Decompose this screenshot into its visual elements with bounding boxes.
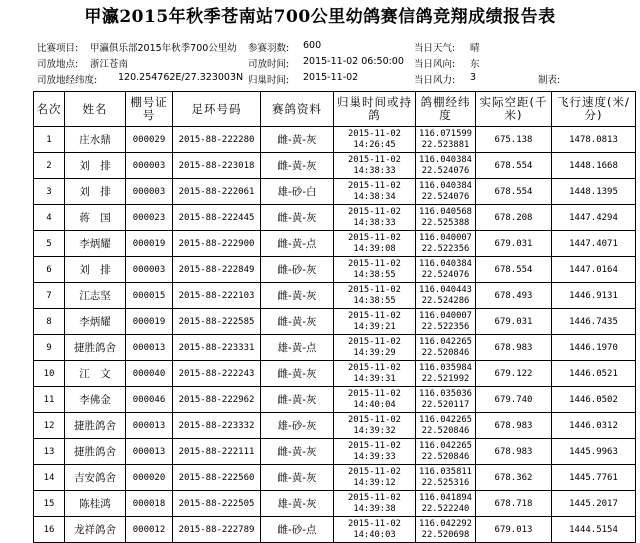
- info-row-2: [0, 54, 640, 70]
- name-cell: 李佛金: [65, 387, 126, 413]
- speed-cell: 1445.2017: [552, 491, 636, 517]
- return-time-cell: [334, 413, 416, 439]
- return-clock: 14:39:32: [353, 425, 396, 436]
- loft-latitude: 22.524076: [421, 269, 470, 280]
- return-date: 2015-11-02: [348, 466, 401, 477]
- pigeon-info-cell: 雌-黄-灰: [261, 465, 334, 491]
- rank-cell: 5: [34, 231, 65, 257]
- rank-cell: 4: [34, 205, 65, 231]
- pigeon-info-cell: 雄-砂-白: [261, 179, 334, 205]
- table-row: [34, 153, 636, 179]
- wind-direction-label: 当日风向:: [414, 59, 456, 70]
- rank-cell: 9: [34, 335, 65, 361]
- pigeon-info-cell: 雄-黄-灰: [261, 491, 334, 517]
- loft-longitude: 116.035984: [419, 362, 472, 373]
- race-item-value: 甲瀛俱乐部2015年秋季700公里幼: [90, 43, 237, 54]
- wind-force-value: 3: [470, 72, 477, 83]
- ring-cell: 2015-88-222103: [173, 283, 261, 309]
- release-coord-label: 司放地经纬度:: [37, 75, 98, 86]
- distance-cell: 678.208: [476, 205, 552, 231]
- loft-latitude: 22.521992: [421, 373, 470, 384]
- loft-latitude: 22.520846: [421, 347, 470, 358]
- return-clock: 14:39:31: [353, 373, 396, 384]
- distance-cell: 679.013: [476, 517, 552, 543]
- rank-cell: 10: [34, 361, 65, 387]
- pigeon-info-cell: 雌-砂-灰: [261, 257, 334, 283]
- return-time-cell: [334, 309, 416, 335]
- return-clock: 14:38:33: [353, 165, 396, 176]
- pigeon-info-cell: 雌-黄-点: [261, 231, 334, 257]
- name-cell: 刘 排: [65, 179, 126, 205]
- loft-latitude: 22.522356: [421, 321, 470, 332]
- return-date: 2015-11-02: [348, 310, 401, 321]
- name-cell: 江志坚: [65, 283, 126, 309]
- header-coord: 鸽棚经纬度: [416, 92, 476, 127]
- pigeon-info-cell: 雌-黄-灰: [261, 205, 334, 231]
- distance-cell: 678.983: [476, 335, 552, 361]
- ring-cell: 2015-88-222560: [173, 465, 261, 491]
- return-time-cell: [334, 361, 416, 387]
- pigeon-info-cell: 雌-黄-灰: [261, 153, 334, 179]
- distance-cell: 678.554: [476, 179, 552, 205]
- header-cert: 棚号证号: [126, 92, 173, 127]
- rank-cell: 15: [34, 491, 65, 517]
- table-row: [34, 127, 636, 153]
- return-date: 2015-11-02: [348, 440, 401, 451]
- return-clock: 14:40:04: [353, 399, 396, 410]
- cert-cell: 000020: [126, 465, 173, 491]
- return-date: 2015-11-02: [348, 232, 401, 243]
- ring-cell: 2015-88-222243: [173, 361, 261, 387]
- return-date: 2015-11-02: [348, 388, 401, 399]
- return-clock: 14:26:45: [353, 139, 396, 150]
- name-cell: 捷胜鸽舍: [65, 413, 126, 439]
- pigeon-info-cell: 雄-砂-灰: [261, 413, 334, 439]
- loft-longitude: 116.040568: [419, 206, 472, 217]
- loft-longitude: 116.040384: [419, 180, 472, 191]
- table-row: [34, 179, 636, 205]
- table-row: [34, 309, 636, 335]
- ring-cell: 2015-88-223332: [173, 413, 261, 439]
- release-time-label: 司放时间:: [248, 59, 290, 70]
- coord-cell: [416, 491, 476, 517]
- header-ring: 足环号码: [173, 92, 261, 127]
- header-speed: 飞行速度(米/分): [552, 92, 636, 127]
- speed-cell: 1447.0164: [552, 257, 636, 283]
- name-cell: 庄水鼎: [65, 127, 126, 153]
- return-date: 2015-11-02: [348, 128, 401, 139]
- name-cell: 捷胜鸽舍: [65, 439, 126, 465]
- return-clock: 14:38:55: [353, 295, 396, 306]
- header-time: 归巢时间或持鸽: [334, 92, 416, 127]
- return-time-cell: [334, 335, 416, 361]
- return-date: 2015-11-02: [348, 154, 401, 165]
- return-clock: 14:39:12: [353, 477, 396, 488]
- race-item-label: 比赛项目:: [37, 43, 79, 54]
- distance-cell: 678.718: [476, 491, 552, 517]
- loft-longitude: 116.071599: [419, 128, 472, 139]
- coord-cell: [416, 439, 476, 465]
- return-date: 2015-11-02: [348, 518, 401, 529]
- loft-longitude: 116.042265: [419, 440, 472, 451]
- table-row: [34, 491, 636, 517]
- loft-longitude: 116.040384: [419, 258, 472, 269]
- loft-latitude: 22.524076: [421, 165, 470, 176]
- ring-cell: 2015-88-223331: [173, 335, 261, 361]
- ring-cell: 2015-88-223018: [173, 153, 261, 179]
- release-coord-value: 120.254762E/27.323003N: [118, 72, 244, 83]
- return-date: 2015-11-02: [348, 258, 401, 269]
- distance-cell: 678.493: [476, 283, 552, 309]
- ring-cell: 2015-88-222585: [173, 309, 261, 335]
- coord-cell: [416, 231, 476, 257]
- cert-cell: 000013: [126, 413, 173, 439]
- return-date: 2015-11-02: [348, 336, 401, 347]
- return-time-cell: [334, 491, 416, 517]
- name-cell: 江 文: [65, 361, 126, 387]
- loft-longitude: 116.035811: [419, 466, 472, 477]
- return-clock: 14:39:21: [353, 321, 396, 332]
- header-distance: 实际空距(千米): [476, 92, 552, 127]
- cert-cell: 000003: [126, 179, 173, 205]
- loft-longitude: 116.040384: [419, 154, 472, 165]
- speed-cell: 1446.0312: [552, 413, 636, 439]
- ring-cell: 2015-88-222061: [173, 179, 261, 205]
- loft-longitude: 116.042292: [419, 518, 472, 529]
- rank-cell: 1: [34, 127, 65, 153]
- pigeon-info-cell: 雌-黄-灰: [261, 127, 334, 153]
- return-time-label: 归巢时间:: [248, 75, 290, 86]
- rank-cell: 11: [34, 387, 65, 413]
- speed-cell: 1448.1668: [552, 153, 636, 179]
- coord-cell: [416, 387, 476, 413]
- table-row: [34, 361, 636, 387]
- table-row: [34, 413, 636, 439]
- table-row: [34, 283, 636, 309]
- name-cell: 蒋 国: [65, 205, 126, 231]
- rank-cell: 8: [34, 309, 65, 335]
- return-date: 2015-11-02: [348, 206, 401, 217]
- name-cell: 李炳耀: [65, 309, 126, 335]
- loft-latitude: 22.522356: [421, 243, 470, 254]
- return-date: 2015-11-02: [348, 414, 401, 425]
- cert-cell: 000015: [126, 283, 173, 309]
- return-time-cell: [334, 179, 416, 205]
- speed-cell: 1445.7761: [552, 465, 636, 491]
- header-rank: 名次: [34, 92, 65, 127]
- table-row: [34, 205, 636, 231]
- ring-cell: 2015-88-222789: [173, 517, 261, 543]
- name-cell: 龙祥鸽舍: [65, 517, 126, 543]
- results-body: [34, 127, 636, 543]
- return-date: 2015-11-02: [348, 362, 401, 373]
- coord-cell: [416, 335, 476, 361]
- cert-cell: 000003: [126, 257, 173, 283]
- return-clock: 14:38:55: [353, 269, 396, 280]
- coord-cell: [416, 309, 476, 335]
- release-place-value: 浙江苍南: [90, 59, 129, 70]
- distance-cell: 679.031: [476, 231, 552, 257]
- return-time-cell: [334, 517, 416, 543]
- release-time-value: 2015-11-02 06:50:00: [303, 56, 404, 67]
- distance-cell: 679.740: [476, 387, 552, 413]
- name-cell: 刘 排: [65, 153, 126, 179]
- ring-cell: 2015-88-222445: [173, 205, 261, 231]
- name-cell: 刘 排: [65, 257, 126, 283]
- table-row: [34, 465, 636, 491]
- return-time-cell: [334, 387, 416, 413]
- return-time-cell: [334, 127, 416, 153]
- cert-cell: 000046: [126, 387, 173, 413]
- return-clock: 14:38:34: [353, 191, 396, 202]
- loft-longitude: 116.035036: [419, 388, 472, 399]
- wind-force-label: 当日风力:: [414, 75, 456, 86]
- loft-longitude: 116.042265: [419, 414, 472, 425]
- header-info: 赛鸽资料: [261, 92, 334, 127]
- speed-cell: 1446.0521: [552, 361, 636, 387]
- speed-cell: 1447.4071: [552, 231, 636, 257]
- coord-cell: [416, 413, 476, 439]
- cert-cell: 000019: [126, 231, 173, 257]
- distance-cell: 678.362: [476, 465, 552, 491]
- distance-cell: 675.138: [476, 127, 552, 153]
- table-row: [34, 517, 636, 543]
- ring-cell: 2015-88-222900: [173, 231, 261, 257]
- loft-latitude: 22.524286: [421, 295, 470, 306]
- table-row: [34, 387, 636, 413]
- cert-cell: 000013: [126, 439, 173, 465]
- rank-cell: 6: [34, 257, 65, 283]
- loft-latitude: 22.520846: [421, 451, 470, 462]
- rank-cell: 7: [34, 283, 65, 309]
- return-time-cell: [334, 231, 416, 257]
- loft-longitude: 116.040007: [419, 310, 472, 321]
- distance-cell: 678.983: [476, 413, 552, 439]
- pigeon-info-cell: 雌-黄-灰: [261, 439, 334, 465]
- pigeon-info-cell: 雌-黄-灰: [261, 309, 334, 335]
- return-clock: 14:39:38: [353, 503, 396, 514]
- report-title: 甲瀛2015年秋季苍南站700公里幼鸽赛信鸽竞翔成绩报告表: [84, 7, 556, 27]
- name-cell: 李炳耀: [65, 231, 126, 257]
- cert-cell: 000019: [126, 309, 173, 335]
- return-date: 2015-11-02: [348, 492, 401, 503]
- speed-cell: 1478.0813: [552, 127, 636, 153]
- coord-cell: [416, 283, 476, 309]
- weather-label: 当日天气:: [414, 43, 456, 54]
- loft-latitude: 22.525316: [421, 477, 470, 488]
- speed-cell: 1446.1970: [552, 335, 636, 361]
- info-row-1: [0, 38, 640, 54]
- info-row-3: [0, 70, 640, 86]
- wind-direction-value: 东: [470, 59, 480, 70]
- pigeon-info-cell: 雄-黄-点: [261, 335, 334, 361]
- loft-latitude: 22.520117: [421, 399, 470, 410]
- return-clock: 14:39:08: [353, 243, 396, 254]
- cert-cell: 000018: [126, 491, 173, 517]
- return-time-cell: [334, 283, 416, 309]
- ring-cell: 2015-88-222849: [173, 257, 261, 283]
- table-row: [34, 335, 636, 361]
- rank-cell: 3: [34, 179, 65, 205]
- loft-latitude: 22.520698: [421, 529, 470, 540]
- ring-cell: 2015-88-222280: [173, 127, 261, 153]
- speed-cell: 1446.0502: [552, 387, 636, 413]
- return-time-cell: [334, 439, 416, 465]
- cert-cell: 000003: [126, 153, 173, 179]
- loft-latitude: 22.520846: [421, 425, 470, 436]
- return-clock: 14:39:29: [353, 347, 396, 358]
- race-info: [0, 38, 640, 86]
- ring-cell: 2015-88-222505: [173, 491, 261, 517]
- header-name: 姓名: [65, 92, 126, 127]
- weather-value: 晴: [470, 43, 480, 54]
- rank-cell: 2: [34, 153, 65, 179]
- loft-latitude: 22.523881: [421, 139, 470, 150]
- speed-cell: 1444.5154: [552, 517, 636, 543]
- cert-cell: 000023: [126, 205, 173, 231]
- loft-latitude: 22.524076: [421, 191, 470, 202]
- loft-longitude: 116.041894: [419, 492, 472, 503]
- loft-longitude: 116.040443: [419, 284, 472, 295]
- name-cell: 捷胜鸽舍: [65, 335, 126, 361]
- distance-cell: 679.122: [476, 361, 552, 387]
- pigeon-info-cell: 雌-黄-灰: [261, 387, 334, 413]
- pigeon-info-cell: 雌-黄-灰: [261, 361, 334, 387]
- coord-cell: [416, 257, 476, 283]
- results-table: [33, 91, 636, 543]
- entries-value: 600: [303, 40, 322, 51]
- ring-cell: 2015-88-222111: [173, 439, 261, 465]
- return-time-cell: [334, 257, 416, 283]
- return-time-cell: [334, 153, 416, 179]
- rank-cell: 13: [34, 439, 65, 465]
- return-clock: 14:39:33: [353, 451, 396, 462]
- table-row: [34, 439, 636, 465]
- name-cell: 陈桂鸿: [65, 491, 126, 517]
- cert-cell: 000013: [126, 335, 173, 361]
- return-time-cell: [334, 465, 416, 491]
- pigeon-info-cell: 雌-黄-灰: [261, 283, 334, 309]
- loft-latitude: 22.522240: [421, 503, 470, 514]
- return-clock: 14:40:03: [353, 529, 396, 540]
- return-time-cell: [334, 205, 416, 231]
- distance-cell: 678.983: [476, 439, 552, 465]
- speed-cell: 1446.9131: [552, 283, 636, 309]
- rank-cell: 16: [34, 517, 65, 543]
- header-row: [34, 92, 636, 127]
- coord-cell: [416, 153, 476, 179]
- coord-cell: [416, 179, 476, 205]
- ring-cell: 2015-88-222962: [173, 387, 261, 413]
- coord-cell: [416, 127, 476, 153]
- speed-cell: 1448.1395: [552, 179, 636, 205]
- name-cell: 吉安鸽舍: [65, 465, 126, 491]
- speed-cell: 1446.7435: [552, 309, 636, 335]
- distance-cell: 678.554: [476, 153, 552, 179]
- cert-cell: 000012: [126, 517, 173, 543]
- release-place-label: 司放地点:: [37, 59, 79, 70]
- rank-cell: 14: [34, 465, 65, 491]
- return-date: 2015-11-02: [348, 284, 401, 295]
- coord-cell: [416, 205, 476, 231]
- cert-cell: 000029: [126, 127, 173, 153]
- table-row: [34, 257, 636, 283]
- coord-cell: [416, 517, 476, 543]
- return-time-value: 2015-11-02: [303, 72, 359, 83]
- loft-longitude: 116.042265: [419, 336, 472, 347]
- tabulator-label: 制表:: [538, 75, 561, 86]
- cert-cell: 000040: [126, 361, 173, 387]
- coord-cell: [416, 361, 476, 387]
- return-clock: 14:38:33: [353, 217, 396, 228]
- speed-cell: 1445.9963: [552, 439, 636, 465]
- table-row: [34, 231, 636, 257]
- speed-cell: 1447.4294: [552, 205, 636, 231]
- coord-cell: [416, 465, 476, 491]
- rank-cell: 12: [34, 413, 65, 439]
- loft-longitude: 116.040007: [419, 232, 472, 243]
- return-date: 2015-11-02: [348, 180, 401, 191]
- loft-latitude: 22.525388: [421, 217, 470, 228]
- pigeon-info-cell: 雌-砂-点: [261, 517, 334, 543]
- distance-cell: 678.554: [476, 257, 552, 283]
- distance-cell: 679.031: [476, 309, 552, 335]
- entries-label: 参赛羽数:: [248, 43, 290, 54]
